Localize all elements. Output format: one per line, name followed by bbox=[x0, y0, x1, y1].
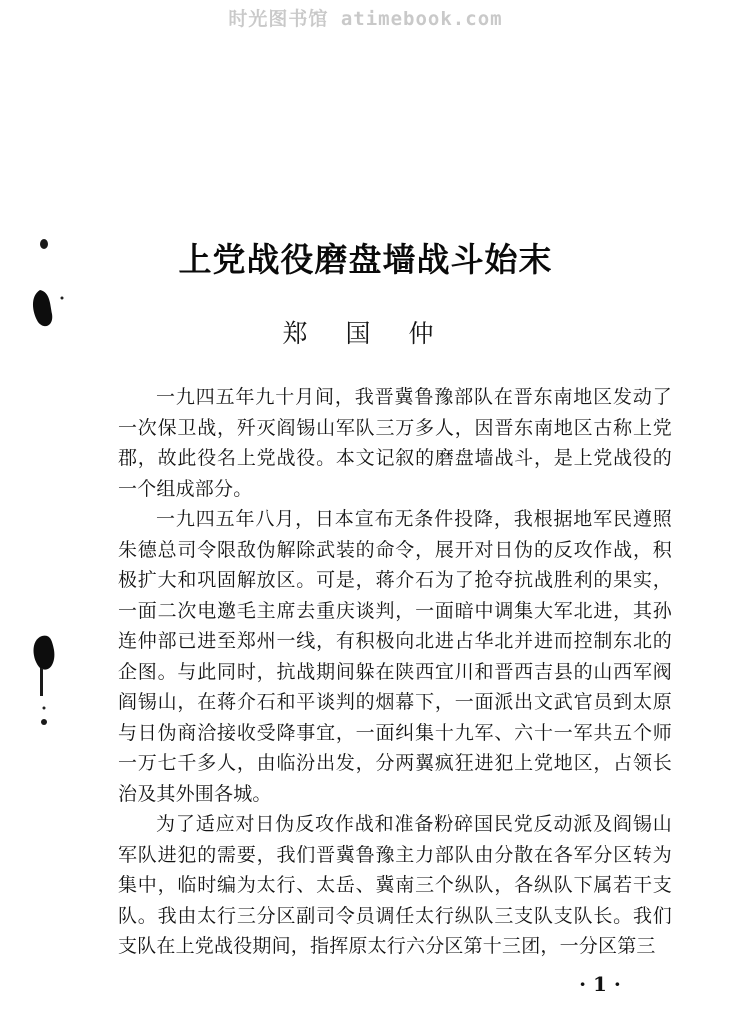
speck-bottom-dot bbox=[43, 707, 46, 710]
paragraph-1: 一九四五年九十月间，我晋冀鲁豫部队在晋东南地区发动了一次保卫战，歼灭阎锡山军队三万多人，因晋东南地区古称上党郡，故此役名上党战役。本文记叙的磨盘墙战斗，是上党战役的一个组成部分。 bbox=[118, 386, 672, 500]
author-name: 郑 国 仲 bbox=[282, 319, 449, 348]
speck-lower bbox=[34, 636, 55, 670]
article-body bbox=[118, 382, 672, 962]
watermark: 时光图书馆 atimebook.com bbox=[228, 8, 503, 30]
paragraph-3: 为了适应对日伪反攻作战和准备粉碎国民党反动派及阎锡山军队进犯的需要，我们晋冀鲁豫主力部队由分散在各军分区转为集中，临时编为太行、太岳、冀南三个纵队，各纵队下属若干支队。我由太行三分区副司令员调任太行纵队三支队支队长。我们支队在上党战役期间，指挥原太行六分区第十三团，一分区第三 bbox=[118, 813, 672, 957]
page-number: · 1 · bbox=[579, 972, 621, 996]
article-title: 上党战役磨盘墙战斗始末 bbox=[178, 240, 553, 279]
paragraph-2: 一九四五年八月，日本宣布无条件投降，我根据地军民遵照朱德总司令限敌伪解除武装的命令，展开对日伪的反攻作战，积极扩大和巩固解放区。可是，蒋介石为了抢夺抗战胜利的果实，一面二次电邀毛主席去重庆谈判，一面暗中调集大军北进，其孙连仲部已进至郑州一线，有积极向北进占华北并进而控制东北的企图。与此同时，抗战期间躲在陕西宜川和晋西吉县的山西军阀阎锡山，在蒋介石和平谈判的烟幕下，一面派出文武官员到太原与日伪商洽接收受降事宜，一面纠集十九军、六十一军共五个师一万七千多人，由临汾出发，分两翼疯狂进犯上党地区，占领长治及其外围各城。 bbox=[118, 508, 672, 805]
speck-mid-dot bbox=[61, 297, 64, 300]
speck-lower-line bbox=[40, 668, 43, 696]
speck-bottom bbox=[41, 719, 47, 725]
